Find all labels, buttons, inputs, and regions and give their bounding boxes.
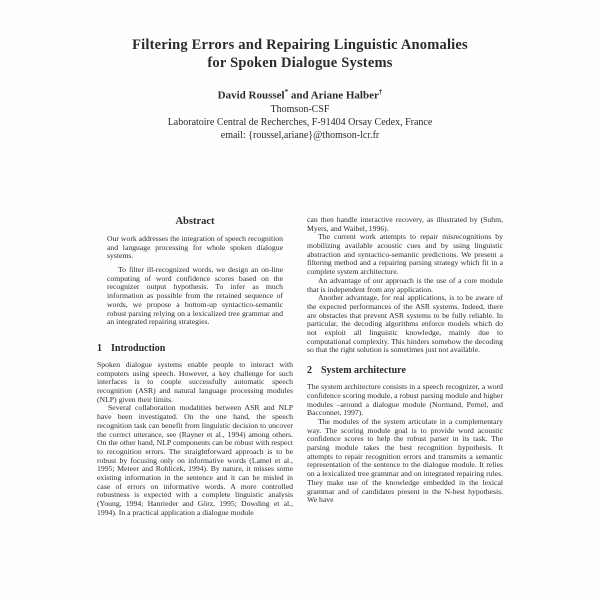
- address: Laboratoire Central de Recherches, F-91404 Orsay Cedex, France: [167, 116, 433, 128]
- body-paragraph: Several collaboration modalities between ASR and NLP have been investigated. On the one hand, the speech recognition task can benefit from linguistic decision to uncover the correct utterance, see (Rayner et al., 1994) among others. On the other hand, NLP components can be robust with respect to recognition errors. The straightforward approach is to be robust by focusing only on informative words (Lamel et al., 1995; Meteer and Rohlicek, 1994). By nature, it misses some existing information in the sentence and it can be misled in case of errors on informative words. A more controlled robustness is expected with a complete linguistic analysis (Young, 1994; Hanrieder and Görz, 1995; Dowding et al., 1994). In a practical application a dialogue module: [97, 403, 293, 517]
- author-block: [97, 85, 503, 142]
- body-paragraph: The system architecture consists in a speech recognizer, a word confidence scoring module, a robust parsing module and higher modules –around a dialogue module (Normand, Pernel, and Bacconnet, 1997).: [307, 382, 503, 418]
- abstract-paragraph: To filter ill-recognized words, we design an on-line computing of word confidence scores based on the recognizer output hypothesis. To infer as much information as possible from the retained sequence of words, we propose a bottom-up syntactico-semantic robust parsing relying on a lexicalized tree grammar and an integrated repairing strategies.: [107, 265, 283, 327]
- body-paragraph: An advantage of our approach is the use of a core module that is independent from any application.: [307, 275, 503, 294]
- section-number: 2: [307, 365, 312, 377]
- title-line-1: Filtering Errors and Repairing Linguistic Anomalies: [132, 37, 468, 53]
- left-column: [97, 216, 293, 518]
- author-name-1: David Roussel: [217, 89, 285, 102]
- paper-title: [97, 36, 503, 72]
- body-paragraph: The modules of the system articulate in a complementary way. The scoring module goal is to provide word acoustic confidence scores to help the robust parser in its task. The parsing module takes the best recognition hypothesis. It attempts to repair recognition errors and transmits a semantic representation of the sentence to the dialogue module. It relies on a lexicalized tree grammar and on integrated repairing rules. They make use of the knowledge embedded in the lexical grammar and of candidates present in the N-best hypothesis. We have: [307, 416, 503, 505]
- author-footnote-mark-2: †: [378, 88, 383, 97]
- email: email: {roussel,ariane}@thomson-lcr.fr: [220, 129, 380, 141]
- abstract-section: [97, 216, 293, 327]
- author-footnote-mark-1: *: [284, 88, 289, 97]
- section-title: System architecture: [321, 365, 406, 377]
- section-number: 1: [97, 342, 102, 354]
- body-paragraph: Spoken dialogue systems enable people to interact with computers using speech. However, a key challenge for such interfaces is to couple successfully automatic speech recognition (ASR) and natural language processing modules (NLP) given their limits.: [97, 359, 293, 404]
- section-title: Introduction: [111, 342, 166, 354]
- section-2-heading: [307, 365, 503, 376]
- body-paragraph: can then handle interactive recovery, as illustrated by (Suhm, Myers, and Waibel, 1996).: [307, 214, 503, 233]
- title-line-2: for Spoken Dialogue Systems: [207, 55, 393, 72]
- authors-line: [97, 85, 503, 103]
- right-column: [307, 216, 503, 518]
- affiliation: Thomson-CSF: [270, 103, 330, 115]
- abstract-heading: Abstract: [175, 215, 215, 227]
- body-paragraph: The current work attempts to repair misrecognitions by mobilizing available acoustic cues and by using linguistic abstraction and syntactico-semantic predictions. We present a filtering method and a repairing parsing strategy which fit in a complete system architecture.: [307, 232, 503, 277]
- two-column-body: [97, 216, 503, 518]
- abstract-paragraph: Our work addresses the integration of speech recognition and language processing for whole spoken dialogue systems.: [107, 233, 283, 261]
- body-paragraph: Another advantage, for real applications, is to be aware of the expected performances of the ASR systems. Indeed, there are obstacles that prevent ASR systems to be fully reliable. In particular, the decoding algorithms enforce models which do not exploit all linguistic knowledge, mainly due to computational complexity. This hinders somehow the decoding so that the right solution is sometimes just not available.: [307, 293, 503, 355]
- authors-separator: and: [288, 89, 311, 102]
- section-1-heading: [97, 343, 293, 354]
- author-name-2: Ariane Halber: [310, 89, 379, 102]
